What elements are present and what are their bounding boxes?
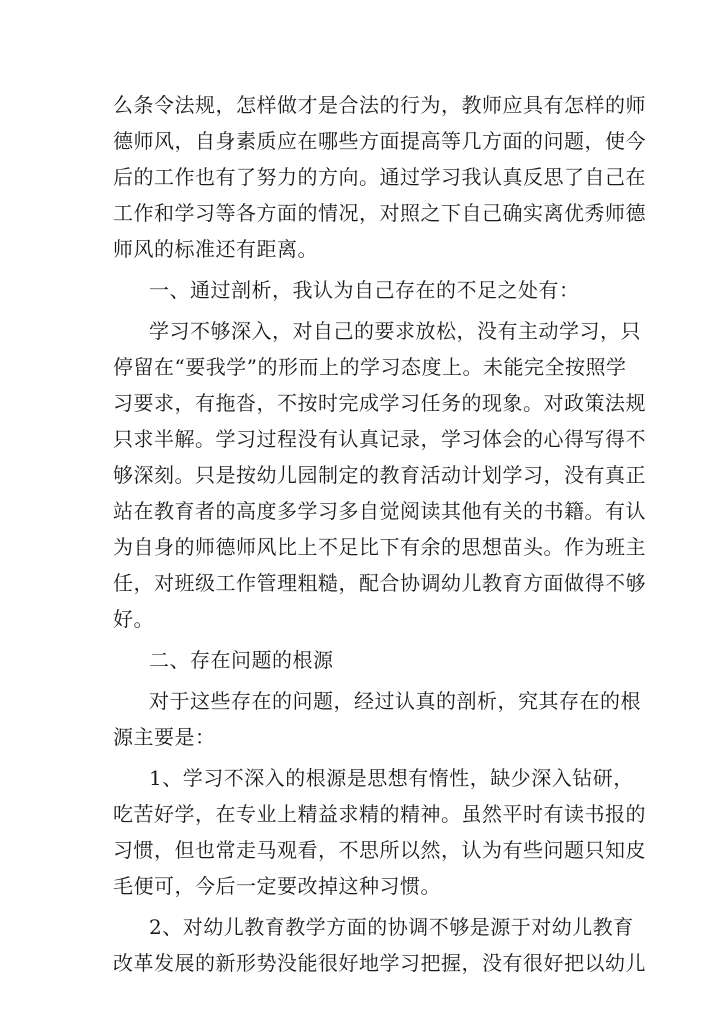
text-line: 停留在“要我学”的形而上的学习态度上。未能完全按照学 xyxy=(113,355,627,379)
paragraph-first-line: 对于这些存在的问题，经过认真的剖析，究其存在的根 xyxy=(149,689,641,713)
text-line: 毛便可，今后一定要改掉这种习惯。 xyxy=(113,874,441,898)
text-line: 任，对班级工作管理粗糙，配合协调幼儿教育方面做得不够 xyxy=(113,571,646,595)
text-line: 后的工作也有了努力的方向。通过学习我认真反思了自己在 xyxy=(113,165,646,189)
text-line: 德师风，自身素质应在哪些方面提高等几方面的问题，使今 xyxy=(113,129,646,153)
text-line: 吃苦好学，在专业上精益求精的精神。虽然平时有读书报的 xyxy=(113,802,646,826)
section-heading: 二、存在问题的根源 xyxy=(149,648,334,672)
paragraph-first-line: 2、对幼儿教育教学方面的协调不够是源于对幼儿教育 xyxy=(149,915,634,939)
text-line: 好。 xyxy=(113,607,154,631)
text-line: 站在教育者的高度多学习多自觉阅读其他有关的书籍。有认 xyxy=(113,499,646,523)
section-heading: 一、通过剖析，我认为自己存在的不足之处有： xyxy=(149,278,580,302)
text-line: 改革发展的新形势没能很好地学习把握，没有很好把以幼儿 xyxy=(113,951,646,975)
text-line: 工作和学习等各方面的情况，对照之下自己确实离优秀师德 xyxy=(113,201,646,225)
text-line: 么条令法规，怎样做才是合法的行为，教师应具有怎样的师 xyxy=(113,93,646,117)
text-line: 习惯，但也常走马观看，不思所以然，认为有些问题只知皮 xyxy=(113,838,646,862)
text-line: 为自身的师德师风比上不足比下有余的思想苗头。作为班主 xyxy=(113,535,646,559)
text-line: 习要求，有拖沓，不按时完成学习任务的现象。对政策法规 xyxy=(113,391,646,415)
text-line: 源主要是： xyxy=(113,725,216,749)
paragraph-first-line: 1、学习不深入的根源是思想有惰性，缺少深入钻研， xyxy=(149,766,634,790)
text-line: 够深刻。只是按幼儿园制定的教育活动计划学习，没有真正 xyxy=(113,463,646,487)
paragraph-first-line: 学习不够深入，对自己的要求放松，没有主动学习，只 xyxy=(149,319,641,343)
text-line: 师风的标准还有距离。 xyxy=(113,237,318,261)
text-line: 只求半解。学习过程没有认真记录，学习体会的心得写得不 xyxy=(113,427,646,451)
